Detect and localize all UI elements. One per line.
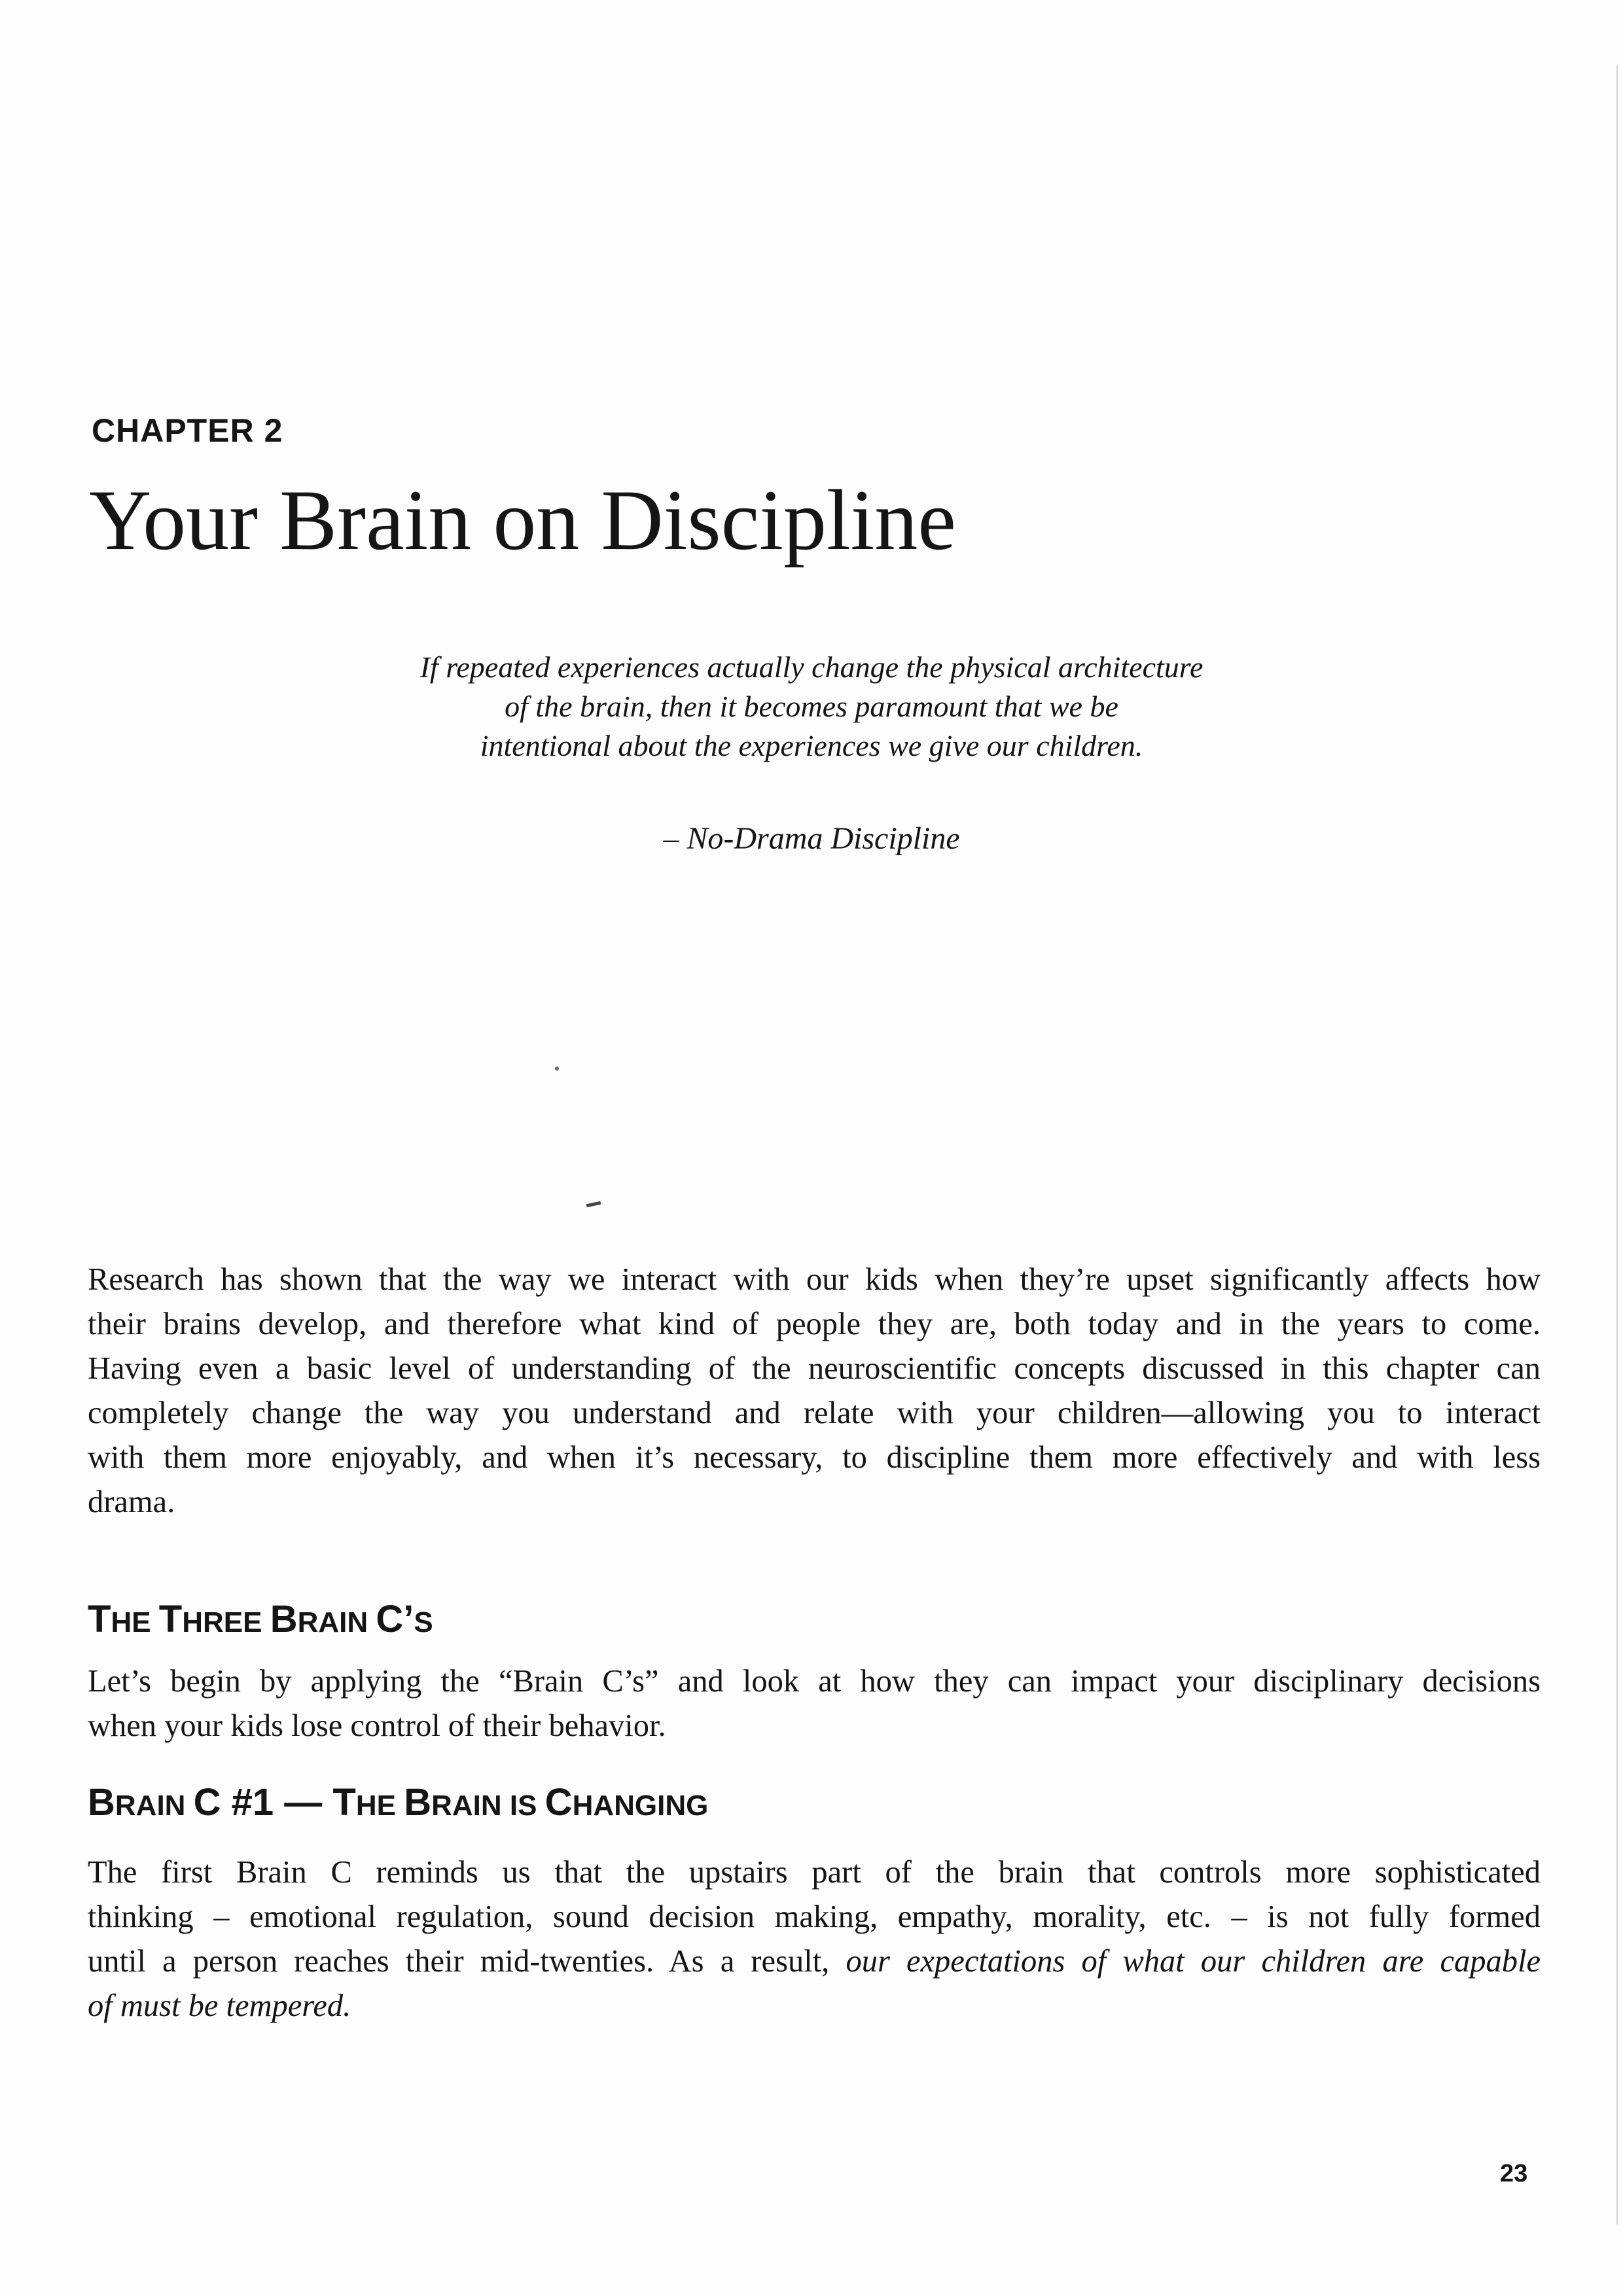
scan-speck: [586, 1201, 601, 1207]
paragraph-line: with them more enjoyably, and when it’s necessary, to discipline them more effectively and with less: [88, 1440, 1541, 1475]
heading-part: HREE: [182, 1606, 270, 1638]
paragraph-line: [88, 1984, 1541, 2028]
epigraph-line: intentional about the experiences we give our children.: [480, 729, 1143, 762]
epigraph-source: – No-Drama Discipline: [663, 821, 960, 856]
paragraph-line: [88, 1939, 1541, 1984]
paragraph-line: thinking – emotional regulation, sound decision making, empathy, morality, etc. – is not fully formed: [88, 1899, 1541, 1934]
scan-speck: [555, 1067, 559, 1070]
emphasized-text: of must be tempered.: [88, 1988, 351, 2023]
paragraph-text: until a person reaches their mid-twenties. As a result,: [88, 1944, 846, 1979]
chapter-title: Your Brain on Discipline: [89, 472, 956, 568]
paragraph-line: their brains develop, and therefore what kind of people they are, both today and in the years to come.: [88, 1307, 1541, 1341]
heading-part: B: [270, 1598, 298, 1640]
heading-part: RAIN: [115, 1790, 194, 1822]
paragraph-line: Let’s begin by applying the “Brain C’s” and look at how they can impact your disciplinary decisions: [88, 1664, 1541, 1699]
heading-part: S: [414, 1606, 433, 1638]
heading-part: HANGING: [572, 1790, 709, 1822]
page-number: 23: [1500, 2160, 1528, 2187]
heading-part: RAIN: [297, 1606, 376, 1638]
heading-part: RAIN IS: [431, 1790, 545, 1822]
paragraph-line: when your kids lose control of their behavior.: [88, 1708, 666, 1743]
epigraph-quote: [366, 648, 1257, 766]
paragraph-line: The first Brain C reminds us that the upstairs part of the brain that controls more sophisticated: [88, 1855, 1541, 1890]
brain-c1-paragraph: [88, 1850, 1541, 2028]
section-heading-three-brain-cs: [88, 1597, 433, 1646]
paragraph-line: drama.: [88, 1485, 175, 1519]
epigraph-line: of the brain, then it becomes paramount that we be: [505, 690, 1118, 723]
three-brain-cs-paragraph: [88, 1659, 1541, 1748]
heading-part: C’: [376, 1598, 414, 1640]
heading-part: C: [544, 1781, 573, 1824]
heading-part: HE: [355, 1790, 404, 1822]
heading-part: T: [88, 1598, 111, 1640]
page-edge-line: [1616, 65, 1618, 2225]
epigraph-line: If repeated experiences actually change the physical architecture: [419, 650, 1204, 684]
paragraph-line: Research has shown that the way we interact with our kids when they’re upset significantly affects how: [88, 1262, 1541, 1297]
chapter-label: CHAPTER 2: [92, 412, 283, 449]
intro-paragraph: [88, 1258, 1541, 1525]
emphasized-text: our expectations of what our children are capable: [846, 1944, 1541, 1979]
heading-part: HE: [111, 1606, 159, 1638]
section-heading-brain-c1: [88, 1780, 708, 1829]
heading-part: B: [88, 1781, 115, 1824]
heading-part: T: [158, 1598, 183, 1640]
heading-part: B: [404, 1781, 432, 1824]
paragraph-line: completely change the way you understand and relate with your children—allowing you to interact: [88, 1396, 1541, 1430]
heading-part: C #1 — T: [193, 1781, 356, 1824]
paragraph-line: Having even a basic level of understanding of the neuroscientific concepts discussed in this chapter can: [88, 1351, 1541, 1386]
